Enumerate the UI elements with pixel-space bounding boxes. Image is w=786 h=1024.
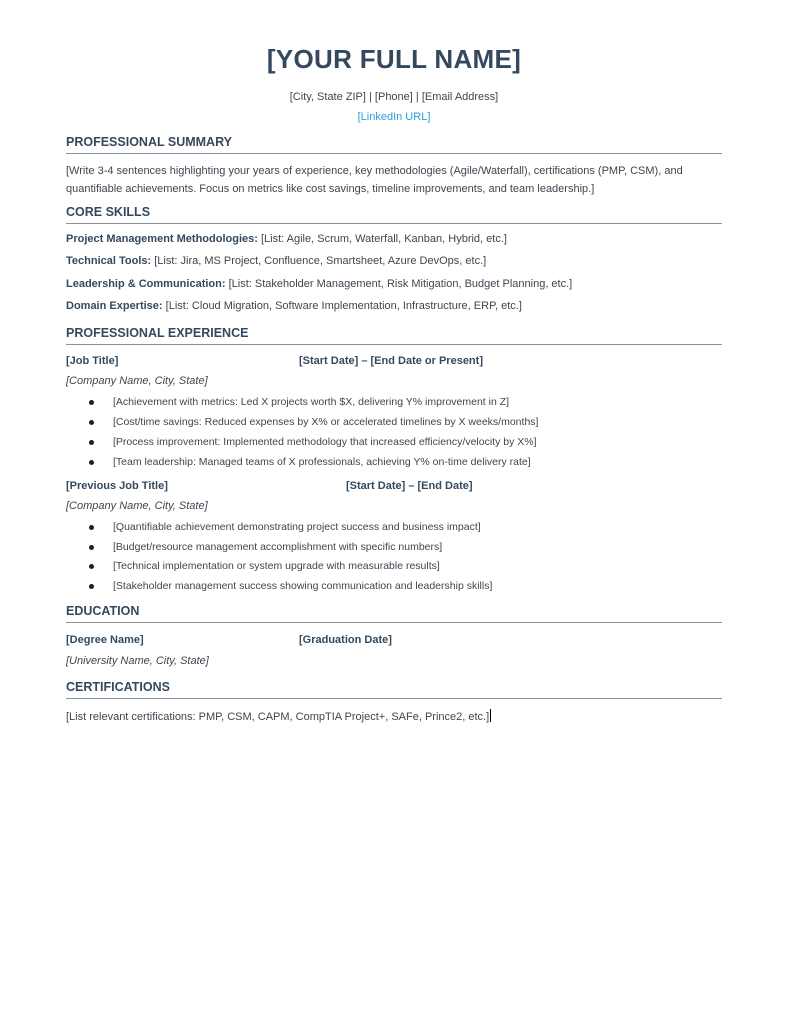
- bullet-icon: [89, 440, 94, 445]
- job-company[interactable]: [Company Name, City, State]: [66, 375, 208, 387]
- certifications-text: [List relevant certifications: PMP, CSM, CAPM, CompTIA Project+, SAFe, Prince2, etc.]: [66, 711, 490, 723]
- job-title[interactable]: [Previous Job Title]: [66, 480, 168, 492]
- bullet-icon: [89, 460, 94, 465]
- skill-value: [List: Agile, Scrum, Waterfall, Kanban, Hybrid, etc.]: [257, 233, 507, 245]
- job-company[interactable]: [Company Name, City, State]: [66, 500, 208, 512]
- job-dates[interactable]: [Start Date] – [End Date or Present]: [299, 355, 483, 367]
- bullet-icon: [89, 584, 94, 589]
- summary-heading[interactable]: PROFESSIONAL SUMMARY: [66, 135, 722, 154]
- job-title[interactable]: [Job Title]: [66, 355, 119, 367]
- bullet-icon: [89, 420, 94, 425]
- certifications-heading[interactable]: CERTIFICATIONS: [66, 680, 722, 699]
- full-name[interactable]: [YOUR FULL NAME]: [266, 44, 522, 74]
- skill-label: Project Management Methodologies:: [66, 233, 258, 245]
- text-cursor: [490, 709, 491, 722]
- university-name[interactable]: [University Name, City, State]: [66, 655, 209, 667]
- degree-name[interactable]: [Degree Name]: [66, 634, 144, 646]
- experience-heading[interactable]: PROFESSIONAL EXPERIENCE: [66, 326, 722, 345]
- education-heading[interactable]: EDUCATION: [66, 604, 722, 623]
- skill-value: [List: Stakeholder Management, Risk Mitigation, Budget Planning, etc.]: [225, 278, 573, 290]
- graduation-date[interactable]: [Graduation Date]: [299, 634, 392, 646]
- certifications-line[interactable]: [66, 709, 491, 723]
- summary-text[interactable]: [Write 3-4 sentences highlighting your years of experience, key methodologies (Agile/Waterfall), certifications (PMP, CSM), and quantifiable achievements. Focus on metrics like cost savings, timeline improvements, and team leadership.]: [66, 165, 683, 195]
- skill-line-leadership[interactable]: [66, 278, 572, 290]
- bullet-icon: [89, 564, 94, 569]
- bullet-icon: [89, 525, 94, 530]
- skill-line-methodologies[interactable]: [66, 233, 507, 245]
- skills-heading[interactable]: CORE SKILLS: [66, 205, 722, 224]
- skill-line-tools[interactable]: [66, 255, 486, 267]
- contact-line[interactable]: [City, State ZIP] | [Phone] | [Email Address]: [289, 91, 499, 103]
- skill-value: [List: Jira, MS Project, Confluence, Smartsheet, Azure DevOps, etc.]: [151, 255, 487, 267]
- skill-label: Domain Expertise:: [66, 300, 163, 312]
- linkedin-link[interactable]: [LinkedIn URL]: [357, 111, 431, 123]
- bullet-icon: [89, 400, 94, 405]
- bullet-icon: [89, 545, 94, 550]
- skill-label: Technical Tools:: [66, 255, 152, 267]
- skill-line-domain[interactable]: [66, 300, 522, 312]
- job-dates[interactable]: [Start Date] – [End Date]: [346, 480, 473, 492]
- skill-label: Leadership & Communication:: [66, 278, 226, 290]
- skill-value: [List: Cloud Migration, Software Implementation, Infrastructure, ERP, etc.]: [162, 300, 522, 312]
